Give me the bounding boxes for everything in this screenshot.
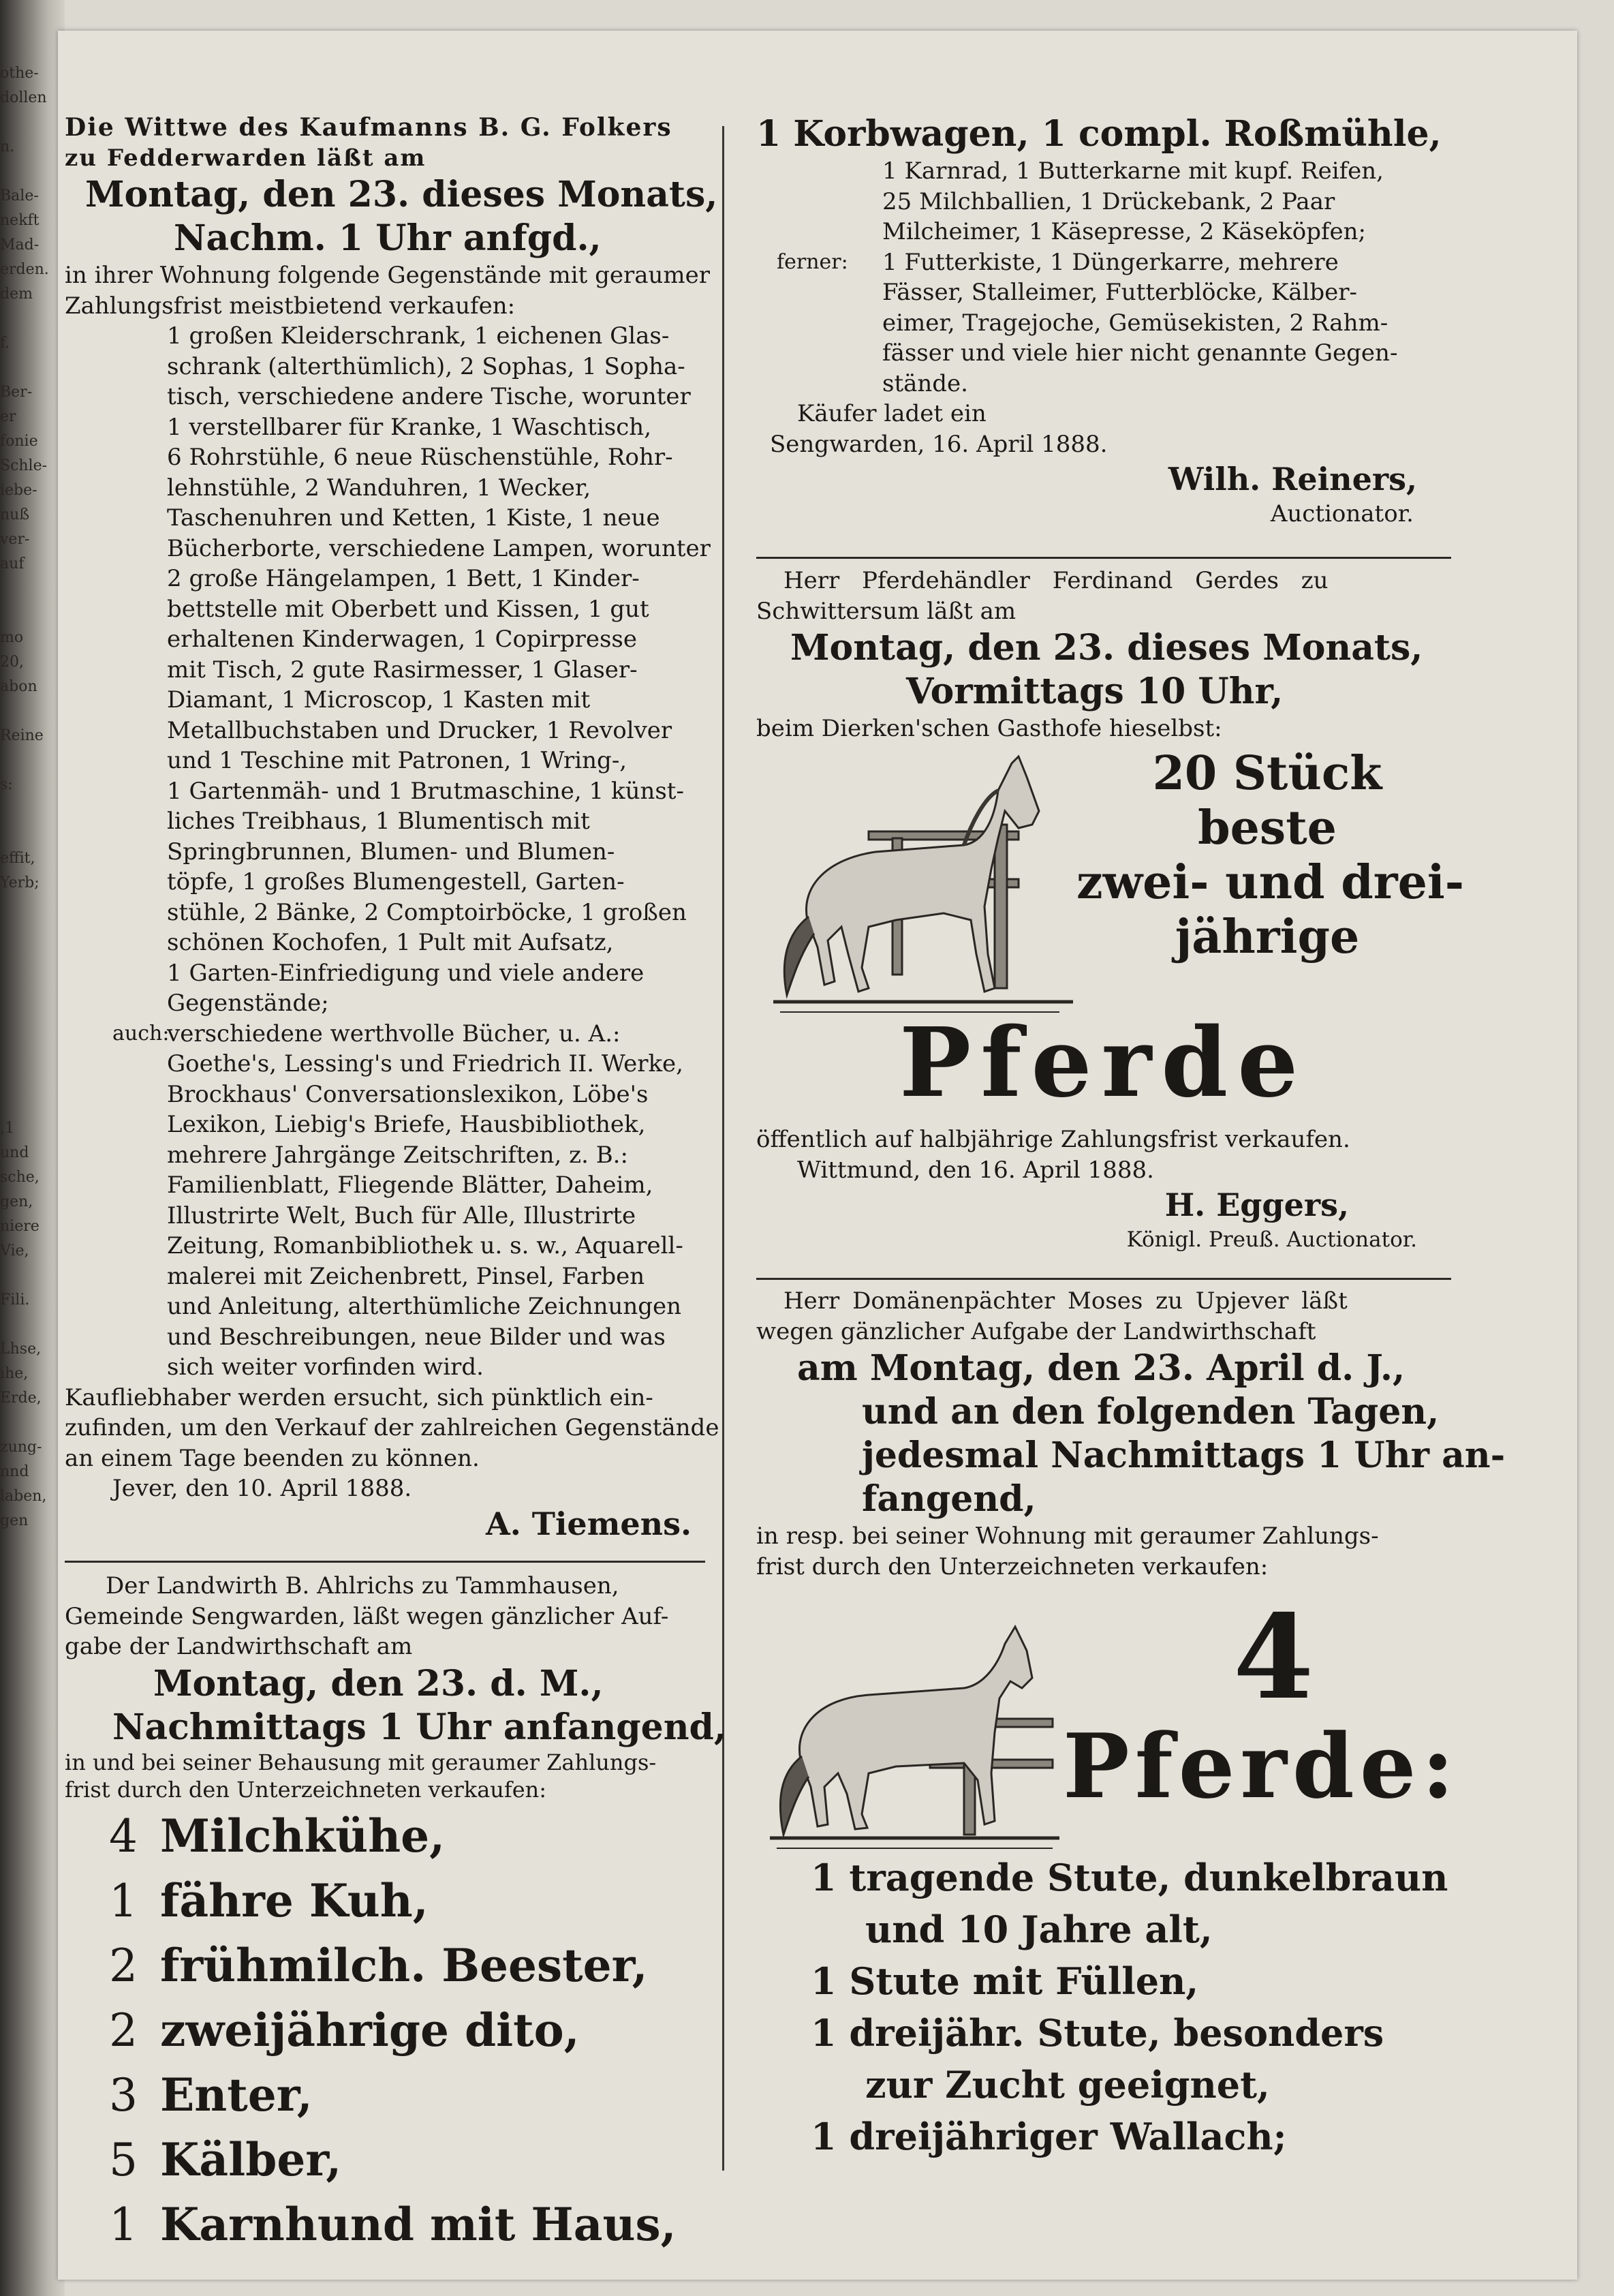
item-line: 1 Futterkiste, 1 Düngerkarre, mehrere [882, 248, 1339, 276]
ad-date-heading: Montag, den 23. dieses Monats, [85, 174, 718, 215]
ad-time-heading: Nachmittags 1 Uhr anfangend, [112, 1706, 726, 1748]
ad-separator [756, 557, 1451, 559]
prev-page-fragment [0, 748, 55, 773]
prev-page-fragment: dollen [0, 89, 47, 106]
place-date: Jever, den 10. April 1888. [112, 1475, 412, 1502]
livestock-item [109, 1998, 705, 2063]
prev-page-fragment: 20, [0, 654, 24, 671]
ad-intro-line: Gemeinde Sengwarden, läßt wegen gänzlicher Auf- [65, 1602, 669, 1630]
item-line: Gegenstände; [167, 990, 329, 1017]
closing-line: Kaufliebhaber werden ersucht, sich pünktlich ein- [65, 1383, 653, 1411]
item-line: Diamant, 1 Microscop, 1 Kasten mit [167, 686, 591, 714]
prev-page-fragment [0, 356, 55, 380]
prev-page-fragment [0, 1067, 55, 1092]
place-date: Sengwarden, 16. April 1888. [770, 430, 1108, 458]
item-line: 2 große Hängelampen, 1 Bett, 1 Kinder- [167, 565, 640, 592]
book-line: und Anleitung, alterthümliche Zeichnungen [167, 1293, 682, 1320]
item-quantity: 5 [109, 2133, 138, 2186]
item-quantity: 4 [109, 1809, 138, 1863]
prev-page-fragment: nekft [0, 212, 40, 229]
book-line: Zeitung, Romanbibliothek u. s. w., Aquarell- [167, 1232, 683, 1259]
ad-date-heading: am Montag, den 23. April d. J., [797, 1347, 1406, 1389]
item-line: Metallbuchstaben und Drucker, 1 Revolver [167, 716, 672, 744]
prev-page-fragment: Reine [0, 727, 44, 744]
prev-page-fragment: er [0, 408, 16, 425]
ad-date-heading: Montag, den 23. dieses Monats, [790, 627, 1423, 669]
prev-page-fragment [0, 896, 55, 920]
prev-page-fragment: f. [0, 335, 10, 352]
ad-time-heading: fangend, [862, 1478, 1036, 1520]
prev-page-fragment: gen, [0, 1193, 33, 1210]
promo-line: zwei- und drei- [1076, 855, 1464, 910]
prev-page-fragment: Bale- [0, 187, 39, 204]
prev-page-fragment [0, 1092, 55, 1116]
item-line: mit Tisch, 2 gute Rasirmesser, 1 Glaser- [167, 656, 638, 684]
prev-page-fragment: Ber- [0, 384, 33, 401]
livestock-item [109, 2128, 705, 2192]
auction-ad-folkers [65, 112, 719, 1544]
item-line: bettstelle mit Oberbett und Kissen, 1 gut [167, 595, 649, 623]
prev-page-fragment: mo [0, 629, 24, 646]
promo-block [1076, 746, 1464, 964]
item-line: tisch, verschiedene andere Tische, worunter [167, 383, 691, 410]
book-line: Goethe's, Lessing's und Friedrich II. Werke, [167, 1050, 683, 1077]
ad-intro-line: wegen gänzlicher Aufgabe der Landwirthschaft [756, 1317, 1316, 1345]
prev-page-fragment: abon [0, 678, 37, 695]
prev-page-fragment: Fili. [0, 1291, 30, 1308]
item-line: stände. [882, 369, 968, 397]
item-line: 1 Karnrad, 1 Butterkarne mit kupf. Reifen, [882, 157, 1384, 185]
prev-page-fragment [0, 1313, 55, 1337]
prev-page-fragment: nnd [0, 1463, 29, 1480]
ad-intro-line: in resp. bei seiner Wohnung mit geraumer Zahlungs- [756, 1522, 1379, 1550]
prev-page-fragment: niere [0, 1218, 40, 1235]
prev-page-fragment [0, 577, 55, 601]
ad-intro-line: Herr Pferdehändler Ferdinand Gerdes zu [783, 567, 1329, 594]
item-line: Springbrunnen, Blumen- und Blumen- [167, 838, 615, 866]
item-line: 1 Gartenmäh- und 1 Brutmaschine, 1 künst- [167, 777, 684, 805]
prev-page-fragment: nuß [0, 506, 30, 523]
promo-line: jährige [1175, 910, 1360, 964]
item-label: frühmilch. Beester, [160, 1938, 648, 1992]
prev-page-fragment [0, 1018, 55, 1043]
prev-page-fragment [0, 797, 55, 822]
prev-page-fragment: othe- [0, 65, 39, 82]
prev-page-fragment [0, 110, 55, 135]
prev-page-fragment: sche, [0, 1169, 40, 1186]
item-line: erhaltenen Kinderwagen, 1 Copirpresse [167, 626, 637, 653]
prev-page-fragment: s: [0, 776, 13, 793]
ferner-section [756, 247, 1465, 399]
prev-page-fragment [0, 601, 55, 626]
item-line: 1 großen Kleiderschrank, 1 eichenen Glas- [167, 322, 670, 350]
ad-intro-line: Der Landwirth B. Ahlrichs zu Tammhausen, [106, 1572, 619, 1599]
item-quantity: 1 [109, 1874, 138, 1927]
prev-page-fragment [0, 1264, 55, 1288]
prev-page-fragment: n. [0, 138, 15, 155]
ad-footer [756, 1124, 1458, 1255]
horse-item: 1 dreijähr. Stute, besonders [811, 2011, 1384, 2055]
ad-intro-line: Die Wittwe des Kaufmanns B. G. Folkers [65, 113, 672, 142]
horse-list [756, 1852, 1465, 2162]
ferner-label: ferner: [777, 249, 848, 274]
horse-item: 1 tragende Stute, dunkelbraun [811, 1856, 1448, 1899]
prev-page-fragment [0, 945, 55, 969]
item-list [756, 247, 1465, 399]
item-line: Fässer, Stalleimer, Futterblöcke, Kälber- [882, 279, 1358, 306]
auctioneer-title: Königl. Preuß. Auctionator. [1126, 1227, 1417, 1252]
prev-page-fragment: erden. [0, 261, 49, 278]
prev-page-fragment: Vie, [0, 1242, 29, 1259]
prev-page-fragment: ihe, [0, 1365, 29, 1382]
prev-page-fragment: Mad- [0, 236, 40, 254]
item-line: schönen Kochofen, 1 Pult mit Aufsatz, [167, 929, 614, 956]
prev-page-fragment: und [0, 1144, 29, 1161]
promo-line: 20 Stück [1152, 746, 1382, 801]
ad-intro-line: frist durch den Unterzeichneten verkaufen: [756, 1552, 1269, 1580]
previous-page-strip [0, 61, 55, 2276]
prev-page-fragment: ver- [0, 531, 30, 548]
book-line: Lexikon, Liebig's Briefe, Hausbibliothek, [167, 1111, 646, 1138]
ad-intro-line: zu Fedderwarden läßt am [65, 144, 426, 172]
horse-illustration [760, 750, 1080, 1022]
livestock-item [109, 1804, 705, 1869]
prev-page-fragment [0, 969, 55, 994]
horse-item: zur Zucht geeignet, [865, 2063, 1270, 2107]
closing-line: an einem Tage beenden zu können. [65, 1444, 480, 1472]
book-line: Familienblatt, Fliegende Blätter, Daheim, [167, 1172, 653, 1199]
prev-page-fragment [0, 159, 55, 184]
item-quantity: 3 [109, 2068, 138, 2122]
prev-page-fragment: gen [0, 1512, 29, 1529]
auch-section [65, 1019, 705, 1383]
item-line: 1 Garten-Einfriedigung und viele andere [167, 959, 645, 987]
book-line: malerei mit Zeichenbrett, Pinsel, Farben [167, 1262, 645, 1290]
item-label: Karnhund mit Haus, [160, 2197, 677, 2251]
prev-page-fragment: fonie [0, 433, 38, 450]
book-list [65, 1019, 705, 1383]
item-line: fässer und viele hier nicht genannte Gegen- [882, 339, 1398, 367]
item-line: eimer, Tragejoche, Gemüsekisten, 2 Rahm- [882, 309, 1388, 337]
place-date: Wittmund, den 16. April 1888. [797, 1156, 1154, 1184]
prev-page-fragment [0, 307, 55, 331]
ad-intro-line: frist durch den Unterzeichneten verkaufen: [65, 1776, 547, 1803]
big-number-4: 4 [1233, 1589, 1314, 1726]
ad-intro-line: gabe der Landwirthschaft am [65, 1633, 413, 1660]
closing-text [65, 1383, 719, 1474]
prev-page-fragment [0, 920, 55, 945]
ad-time-heading: Vormittags 10 Uhr, [906, 671, 1284, 712]
prev-page-fragment [0, 1043, 55, 1067]
item-line: 1 verstellbarer für Kranke, 1 Waschtisch, [167, 413, 651, 441]
livestock-item [109, 1933, 705, 1998]
prev-page-fragment: Schle- [0, 457, 48, 474]
prev-page-fragment: effit, [0, 850, 35, 867]
prev-page-fragment: laben, [0, 1488, 47, 1505]
item-line: stühle, 2 Bänke, 2 Comptoirböcke, 1 großen [167, 898, 687, 926]
promo-line: beste [1198, 801, 1337, 855]
ad-separator [65, 1561, 705, 1563]
prev-page-fragment: Lhse, [0, 1341, 42, 1358]
ad-footer-line: öffentlich auf halbjährige Zahlungsfrist verkaufen. [756, 1126, 1350, 1153]
item-quantity: 2 [109, 1939, 138, 1992]
big-word-pferde: Pferde: [1063, 1714, 1460, 1818]
livestock-item [109, 2063, 705, 2128]
auction-ad-reiners [756, 112, 1465, 530]
book-line: Brockhaus' Conversationslexikon, Löbe's [167, 1080, 649, 1108]
item-label: Milchkühe, [160, 1809, 446, 1863]
horse-illustration [760, 1617, 1066, 1862]
column-divider [722, 126, 724, 2171]
prev-page-fragment: dem [0, 286, 33, 303]
livestock-list [65, 1804, 705, 2257]
invitation: Käufer ladet ein [797, 400, 987, 427]
auction-ad-gerdes [756, 566, 1465, 1252]
livestock-item [109, 2192, 705, 2257]
prev-page-fragment: iebe- [0, 482, 37, 499]
auction-ad-moses [756, 1286, 1506, 2158]
signature: H. Eggers, [1164, 1187, 1349, 1223]
ad-time-heading: jedesmal Nachmittags 1 Uhr an- [862, 1435, 1506, 1476]
ad-date-heading: Montag, den 23. d. M., [153, 1662, 604, 1704]
ad-separator [756, 1278, 1451, 1280]
big-word-pferde: Pferde [899, 1007, 1308, 1119]
prev-page-fragment: zung- [0, 1439, 42, 1456]
item-line: und 1 Teschine mit Patronen, 1 Wring-, [167, 747, 627, 774]
item-line: schrank (alterthümlich), 2 Sophas, 1 Sopha- [167, 352, 685, 380]
auch-label: auch: [112, 1021, 170, 1045]
prev-page-fragment: auf [0, 555, 25, 572]
item-line: Taschenuhren und Ketten, 1 Kiste, 1 neue [167, 504, 660, 532]
livestock-item [109, 1869, 705, 1933]
ad-intro-line: in und bei seiner Behausung mit geraumer Zahlungs- [65, 1749, 657, 1775]
auction-ad-ahlrichs [65, 1571, 726, 2257]
item-line: töpfe, 1 großes Blumengestell, Garten- [167, 868, 625, 896]
signature: A. Tiemens. [486, 1505, 692, 1542]
prev-page-fragment [0, 822, 55, 846]
horse-item: 1 Stute mit Füllen, [811, 1959, 1199, 2003]
ad-date-heading: und an den folgenden Tagen, [862, 1391, 1440, 1433]
prev-page-fragment: Erde, [0, 1390, 42, 1407]
item-line: 25 Milchballien, 1 Drückebank, 2 Paar [882, 187, 1335, 215]
ad-intro-line: Schwittersum läßt am [756, 597, 1016, 625]
ad-intro-line: beim Dierken'schen Gasthofe hieselbst: [756, 715, 1222, 742]
prev-page-fragment: Yerb; [0, 874, 40, 891]
item-quantity: 1 [109, 2198, 138, 2251]
horse-item: 1 dreijähriger Wallach; [811, 2115, 1287, 2158]
item-line: Bücherborte, verschiedene Lampen, worunter [167, 534, 711, 562]
item-line: 6 Rohrstühle, 6 neue Rüschenstühle, Rohr- [167, 444, 673, 471]
ad-intro-line: Herr Domänenpächter Moses zu Upjever läßt [783, 1287, 1348, 1315]
item-label: Kälber, [160, 2132, 342, 2186]
ad-heading: 1 Korbwagen, 1 compl. Roßmühle, [756, 113, 1442, 155]
newspaper-page [58, 31, 1577, 2280]
prev-page-fragment [0, 1411, 55, 1435]
prev-page-fragment [0, 699, 55, 724]
ad-intro-line: in ihrer Wohnung folgende Gegenstände mit geraumer [65, 262, 711, 289]
book-line: sich weiter vorfinden wird. [167, 1353, 484, 1381]
item-list [756, 156, 1465, 247]
item-line: lehnstühle, 2 Wanduhren, 1 Wecker, [167, 474, 591, 502]
closing-line: zufinden, um den Verkauf der zahlreichen Gegenstände [65, 1414, 719, 1441]
ad-intro-line: Zahlungsfrist meistbietend verkaufen: [65, 292, 516, 320]
prev-page-fragment [0, 994, 55, 1018]
item-list [65, 321, 711, 1019]
auctioneer-title: Auctionator. [1270, 500, 1414, 527]
item-label: Enter, [160, 2068, 313, 2122]
item-line: Milcheimer, 1 Käsepresse, 2 Käseköpfen; [882, 218, 1367, 245]
item-line: liches Treibhaus, 1 Blumentisch mit [167, 808, 590, 835]
ad-time-heading: Nachm. 1 Uhr anfgd., [174, 217, 602, 259]
book-line: mehrere Jahrgänge Zeitschriften, z. B.: [167, 1141, 628, 1169]
prev-page-fragment: ,1 [0, 1120, 14, 1137]
item-label: fähre Kuh, [160, 1873, 429, 1927]
item-quantity: 2 [109, 2004, 138, 2057]
prev-page-fragment [0, 1533, 55, 1558]
book-line: verschiedene werthvolle Bücher, u. A.: [167, 1020, 621, 1047]
item-label: zweijährige dito, [160, 2003, 580, 2057]
horse-item: und 10 Jahre alt, [865, 1908, 1213, 1951]
book-line: Illustrirte Welt, Buch für Alle, Illustrirte [167, 1201, 636, 1229]
signature: Wilh. Reiners, [1168, 461, 1417, 498]
book-line: und Beschreibungen, neue Bilder und was [167, 1323, 666, 1351]
